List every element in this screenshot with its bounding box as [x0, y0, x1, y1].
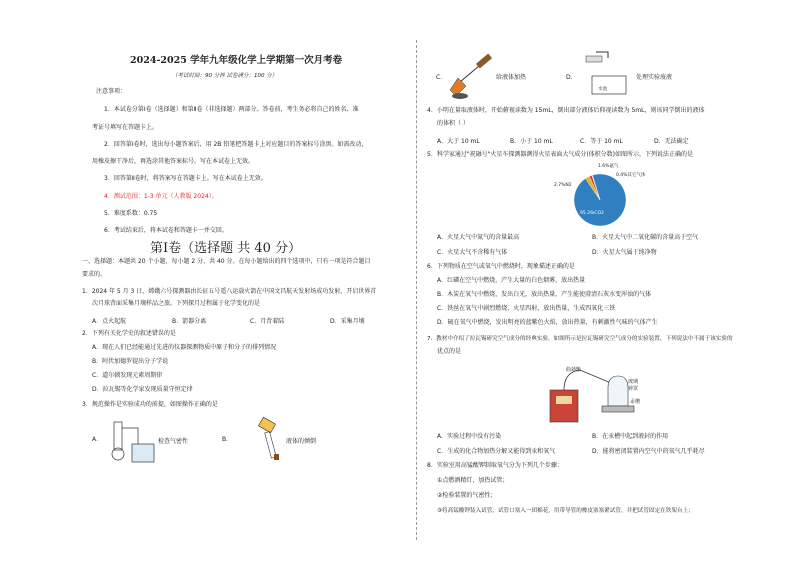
section-intro: 一、选择题：本题共 20 个小题，每小题 2 分，共 40 分。在每小题给出的四个选项中，只有一项是符合题目	[82, 258, 371, 265]
q4-option-a: A．大于 10 mL	[437, 138, 480, 145]
mars-atmosphere-pie-chart	[554, 160, 680, 235]
q5-stem: 5．科学家通过"祝融号"火星车探测器测得火星表面大气成分(体积分数)如图所示，下列说法正确的是	[427, 151, 694, 158]
exam-subtitle: （考试时间：90 分钟 试卷满分：100 分）	[172, 73, 278, 79]
q4-option-b: B．小于 10 mL	[510, 138, 553, 145]
pie-label-3: 0.4%其它气体	[616, 173, 646, 178]
section-title: 第Ⅰ卷（选择题 共 40 分）	[150, 241, 302, 256]
q6-option-b: B．木炭在氧气中燃烧，发出白光，放出热量，产生能使澄清石灰水变浑浊的气体	[437, 291, 652, 298]
q7-option-a: A．实验过程中没有污染	[437, 433, 502, 440]
q3-d-label: 处理实验废液	[636, 74, 673, 81]
notes-heading: 注意事项：	[96, 88, 127, 95]
q8-step-1: ①点燃酒精灯，加热试管；	[437, 477, 509, 484]
q3-option-a-letter: A．	[92, 436, 103, 443]
q3-c-label: 给液体加热	[496, 74, 527, 81]
q7-line2: 优点的是	[437, 348, 462, 355]
q3-option-b-letter: B．	[222, 436, 233, 443]
note-2b: 用橡皮擦干净后，再选涂其他答案标号。写在本试卷上无效。	[92, 158, 255, 165]
q2-option-a: A．现在人们已经能通过先进的仪器探测物质中原子和分子的排列情况	[92, 344, 277, 351]
q3-figure-d	[574, 50, 634, 100]
q4-line1: 4．小明在量取液体时，开始俯视读数为 15mL，倒出部分液体后仰视读数为 5mL，则该同学倒出的液体	[427, 107, 705, 114]
q7-lavoisier-apparatus	[546, 366, 639, 426]
q6-option-c: C．铁丝在氧气中剧烈燃烧，火星四射，放出热量，生成四氧化三铁	[437, 305, 616, 312]
section-intro-2: 要求的。	[82, 271, 107, 278]
q7-option-b: B．在汞槽中起到液封的作用	[592, 433, 669, 440]
q4-option-c: C．等于 10 mL	[580, 138, 623, 145]
q2-option-b: B．阿伏加德罗提出分子学说	[92, 358, 169, 365]
q6-option-a: A．红磷在空气中燃烧，产生大量的白色烟雾，放出热量	[437, 277, 586, 284]
exam-title: 2024-2025 学年九年级化学上学期第一次月考卷	[130, 55, 343, 66]
q5-option-d: D．火星大气属于纯净物	[592, 249, 657, 256]
q2-stem: 2．下列有关化学史的叙述错误的是	[82, 330, 176, 337]
q1-option-c: C．月背着陆	[250, 318, 285, 325]
q8-step-3: ③将高锰酸钾装入试管，试管口塞入一团棉花，用带导管的橡皮塞塞紧试管，并把试管固定在铁架台上；	[437, 508, 694, 514]
q5-option-b: B．火星大气中二氧化碳的含量高于空气	[592, 234, 699, 241]
q7-fig-label-1: 曲颈甑	[566, 367, 582, 373]
q5-option-c: C．火星大气不含稀有气体	[437, 249, 508, 256]
q3-figure-b	[240, 418, 290, 466]
q6-stem: 6．下列物质在空气或氧气中燃烧时，现象描述正确的是	[427, 263, 575, 270]
q1-option-d: D．采集月壤	[330, 318, 365, 325]
q3-stem: 3．规范操作是实验成功的前提，如图操作正确的是	[82, 401, 218, 408]
note-3: 3．回答第Ⅱ卷时，将答案写在答题卡上。写在本试卷上无效。	[104, 175, 267, 182]
pie-label-0: 95.3%CO2	[580, 211, 604, 216]
q7-fig-label-4: 汞槽	[630, 399, 641, 405]
note-1: 1．本试卷分第Ⅰ卷（选择题）和第Ⅱ卷（非选择题）两部分。答卷前，考生务必将自己的姓名、准	[104, 106, 359, 113]
note-5: 5．难度系数：0.75	[104, 210, 158, 217]
note-2: 2．回答第Ⅰ卷时，选出每小题答案后，用 2B 铅笔把答题卡上对应题目的答案标号涂黑。如需改动，	[104, 141, 368, 148]
q3-d-sink-label: 水池	[598, 87, 607, 92]
q1-option-b: B．箭器分离	[172, 318, 207, 325]
q7-fig-label-2: 玻璃	[628, 379, 639, 385]
q7-line1: 7．教材中介绍了拉瓦锡研究空气成分的经典实验，如图所示是拉瓦锡研究空气成分的实验装置，下列说法中不属于该实验的	[427, 336, 733, 342]
pie-label-2: 1.6%氩气	[598, 164, 619, 169]
q2-option-c: C．道尔顿发现元素周期律	[92, 372, 163, 379]
q7-option-d: D．能将密闭装置内空气中的氧气几乎耗尽	[592, 448, 705, 455]
q4-option-d: D．无法确定	[654, 138, 689, 145]
q6-option-d: D．硫在氧气中燃烧，发出明亮的蓝紫色火焰，放出热量，有刺激性气味的气体产生	[437, 319, 658, 326]
note-4: 4．测试范围：1-3 单元（人教版 2024）。	[104, 193, 218, 200]
q3-a-label: 检查气密性	[158, 438, 189, 445]
q3-option-d-letter: D．	[566, 74, 577, 81]
note-6: 6．考试结束后，将本试卷和答题卡一并交回。	[104, 227, 228, 234]
column-divider	[416, 40, 417, 540]
q4-line2: 的体积（ ）	[437, 120, 469, 127]
q5-option-a: A．火星大气中氮气的含量最高	[437, 234, 520, 241]
q7-fig-label-3: 钟罩	[628, 386, 639, 392]
q3-figure-c	[452, 52, 502, 100]
q8-step-2: ②检验装置的气密性；	[437, 492, 497, 499]
q2-option-d: D．拉瓦锡等化学家发现质量守恒定律	[92, 386, 193, 393]
q1-line1: 1．2024 年 5 月 3 日，嫦娥六号探测器由长征五号遥八运载火箭在中国文昌航天发射场成功发射，开启世界首	[82, 288, 377, 295]
q1-option-a: A．点火起航	[92, 318, 127, 325]
note-1b: 考证号填写在答题卡上。	[92, 124, 159, 131]
q7-option-c: C．生成的化合物加热分解又能得到汞和氧气	[437, 448, 556, 455]
q8-stem: 8．实验室用高锰酸钾制取氧气分为下列几个步骤：	[427, 462, 563, 469]
q3-option-c-letter: C．	[436, 74, 447, 81]
q1-line2: 次月球背面采集月壤样品之旅。下列探月过程属于化学变化的是	[92, 300, 261, 307]
pie-label-1: 2.7%N2	[554, 183, 572, 188]
q3-b-label: 液体的倾倒	[286, 438, 317, 445]
